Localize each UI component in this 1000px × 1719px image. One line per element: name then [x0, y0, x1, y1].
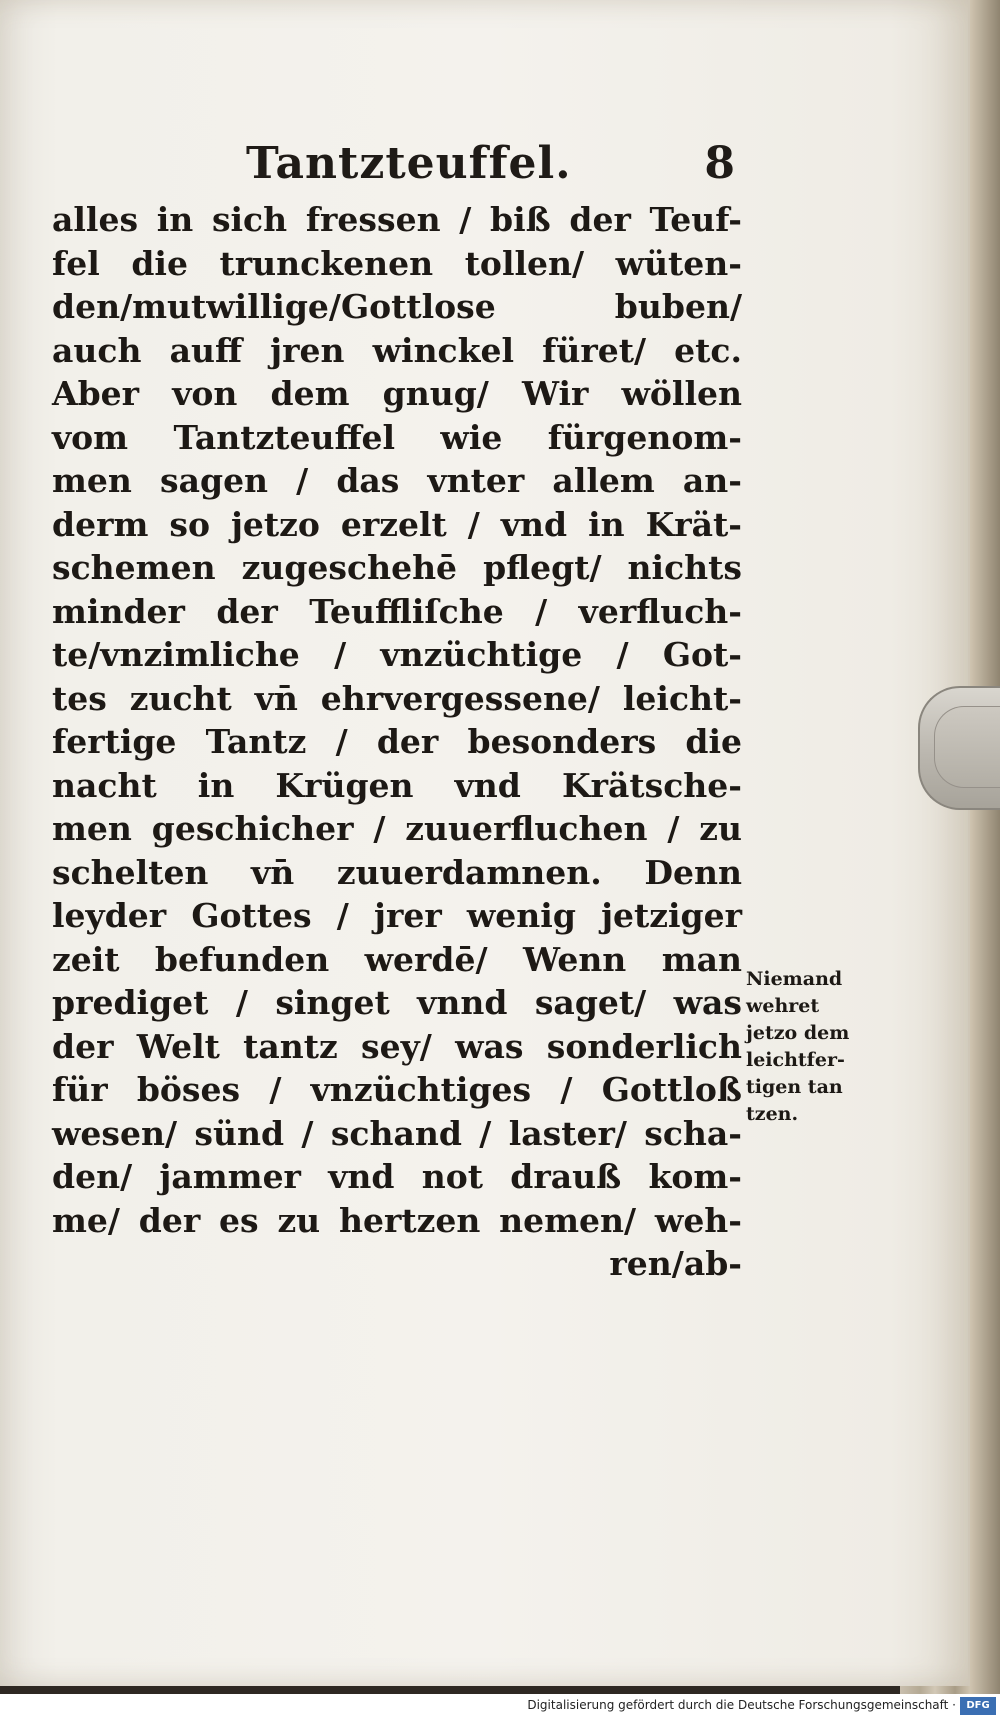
text-line: wesen/ sünd / schand / laster/ scha- — [52, 1113, 742, 1153]
text-line: minder der Teuffliſche / verfluch- — [52, 591, 742, 631]
text-line: ren/ab- — [609, 1244, 742, 1283]
footer-credit: Digitalisierung gefördert durch die Deutsche Forschungsgemeinschaft · — [527, 1698, 956, 1712]
marginal-line: wehret — [746, 995, 820, 1017]
text-line: fel die trunckenen tollen/ wüten- — [52, 243, 742, 283]
body-text — [52, 198, 742, 1286]
text-line: alles in sich fressen / biß der Teuf- — [52, 200, 742, 239]
text-line: für böses / vnzüchtiges / Gottloß — [52, 1070, 742, 1109]
marginal-note — [746, 966, 906, 1128]
text-line: men geschicher / zuuerfluchen / zu — [52, 809, 742, 848]
text-line: zeit befunden werdē/ Wenn man — [52, 939, 742, 979]
text-line: men sagen / das vnter allem an- — [52, 461, 742, 500]
marginal-line: leichtfer- — [746, 1049, 845, 1071]
text-line: auch auff jren winckel füret/ etc. — [52, 330, 742, 370]
text-line: leyder Gottes / jrer wenig jetziger — [52, 896, 742, 935]
text-line: prediget / singet vnnd saget/ was — [52, 983, 742, 1022]
text-line: den/mutwillige/Gottlose buben/ — [52, 287, 742, 326]
marginal-line: Niemand — [746, 968, 843, 990]
running-head — [246, 138, 736, 198]
text-line: vom Tantzteuffel wie fürgenom- — [52, 417, 742, 457]
text-line: der Welt tantz sey/ was sonderlich — [52, 1026, 742, 1066]
dfg-logo-icon: DFG — [960, 1697, 996, 1715]
text-line: derm so jetzo erzelt / vnd in Krät- — [52, 504, 742, 544]
text-line: me/ der es zu hertzen nemen/ weh- — [52, 1200, 742, 1240]
text-line: fertige Tantz / der besonders die — [52, 722, 742, 761]
text-line: den/ jammer vnd not drauß kom- — [52, 1157, 742, 1196]
text-line: tes zucht vn̄ ehrvergessene/ leicht- — [52, 678, 742, 718]
text-line: nacht in Krügen vnd Krätsche- — [52, 765, 742, 805]
marginal-line: tigen tan — [746, 1076, 843, 1098]
running-title: Tantzteuffel. — [246, 138, 572, 189]
text-line: te/vnzimliche / vnzüchtige / Got- — [52, 635, 742, 674]
page-number: 8 — [704, 138, 736, 189]
text-line: Aber von dem gnug/ Wir wöllen — [52, 374, 742, 413]
text-line: schemen zugeschehē pflegt/ nichts — [52, 548, 742, 587]
marginal-line: jetzo dem — [746, 1022, 850, 1044]
marginal-line: tzen. — [746, 1103, 799, 1125]
book-clip-inner — [934, 706, 1000, 788]
footer-bar — [0, 1694, 1000, 1719]
text-line: schelten vn̄ zuuerdamnen. Denn — [52, 852, 742, 892]
